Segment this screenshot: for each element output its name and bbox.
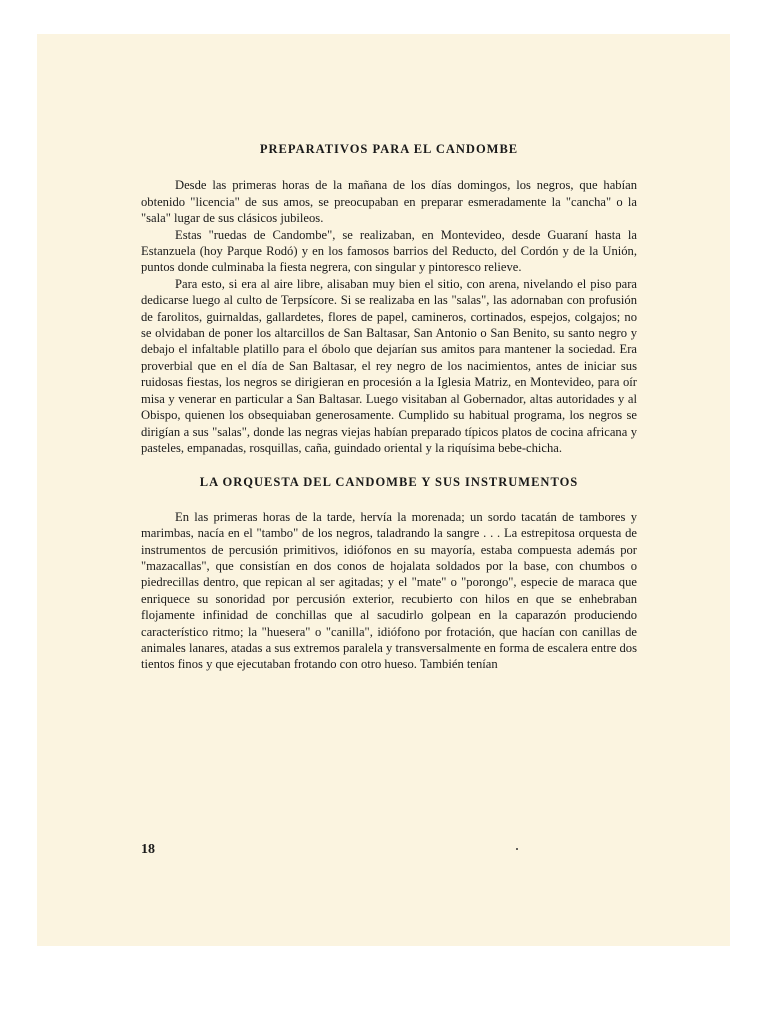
- paragraph: Estas "ruedas de Candombe", se realizaban, en Montevideo, desde Guaraní hasta la Estanzuela (hoy Parque Rodó) y en los famosos barrios del Reducto, del Cordón y de la Unión, puntos donde culminaba la fiesta negrera, con singular y pintoresco relieve.: [141, 227, 637, 275]
- page-number: 18: [141, 842, 155, 857]
- print-speck: [516, 848, 518, 850]
- page-content: [141, 141, 637, 673]
- paragraph: En las primeras horas de la tarde, hervía la morenada; un sordo tacatán de tambores y marimbas, nacía en el "tambo" de los negros, taladrando la sangre . . . La estrepitosa orquesta de instrumentos de percusión primitivos, idiófonos en su mayoría, estaba compuesta además por "mazacallas", que consistían en dos conos de hojalata soldados por la base, con chumbos o piedrecillas dentro, que repican al ser agitadas; y el "mate" o "porongo", especie de maraca que enriquece su sonoridad por percusión exterior, recubierto con hilos en que se enhebraban flojamente infinidad de conchillas que al sacudirlo golpean en la caparazón produciendo característico ritmo; la "huesera" o "canilla", idiófono por frotación, que hacían con canillas de animales lanares, atadas a sus extremos paralela y transversalmente en forma de escalera entre dos tientos finos y que ejecutaban frotando con otro hueso. También tenían: [141, 509, 637, 672]
- book-page: [37, 34, 730, 946]
- paragraph: Desde las primeras horas de la mañana de los días domingos, los negros, que habían obtenido "licencia" de sus amos, se preocupaban en preparar esmeradamente la "cancha" o la "sala" lugar de sus clásicos jubileos.: [141, 178, 637, 226]
- section-title-preparativos: PREPARATIVOS PARA EL CANDOMBE: [259, 142, 519, 156]
- section-title-orquesta: LA ORQUESTA DEL CANDOMBE Y SUS INSTRUMENTOS: [199, 475, 579, 490]
- paragraph: Para esto, si era al aire libre, alisaban muy bien el sitio, con arena, nivelando el piso para dedicarse luego al culto de Terpsícore. Si se realizaba en las "salas", las adornaban con profusión de farolitos, guirnaldas, gallardetes, flores de papel, camineros, cortinados, espejos, colgajos; no se olvidaban de poner los altarcillos de San Baltasar, San Antonio o San Benito, su santo negro y debajo el infaltable platillo para el óbolo que dejarían sus amitos para mantener la sociedad. Era proverbial que en el día de San Baltasar, el rey negro de los nacimientos, antes de iniciar sus ruidosas fiestas, los negros se dirigieran en procesión a la Iglesia Matriz, en Montevideo, para oír misa y venerar en particular a San Baltasar. Luego visitaban al Gobernador, altas autoridades y al Obispo, quienen los obsequiaban generosamente. Cumplido su habitual programa, los negros se dirigían a sus "salas", donde las negras viejas habían preparado típicos platos de cocina africana y pasteles, empanadas, rosquillas, caña, guindado oriental y la riquísima bebe-chicha.: [141, 276, 637, 455]
